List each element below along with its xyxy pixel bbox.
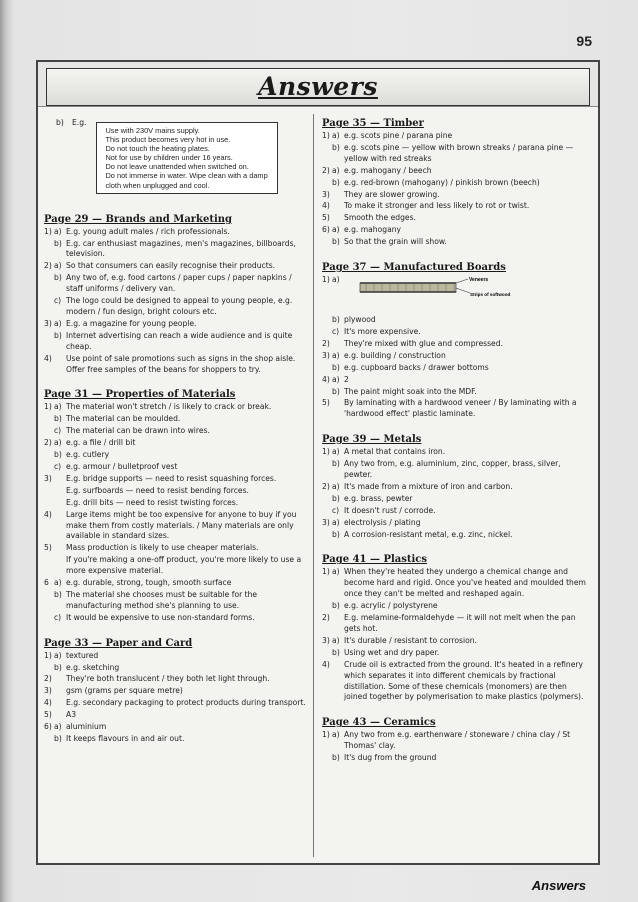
part-label bbox=[332, 201, 344, 212]
question-number: 1) bbox=[322, 275, 330, 285]
question-number: 2) bbox=[44, 674, 52, 684]
title-banner-box bbox=[46, 68, 590, 106]
question-number: 1) bbox=[44, 650, 52, 660]
answer-text: plywood bbox=[344, 315, 376, 325]
answer-row bbox=[322, 506, 588, 517]
answer-row bbox=[44, 555, 306, 577]
answer-section bbox=[44, 214, 306, 376]
question-number: 1) bbox=[322, 567, 330, 577]
question-number: 2) bbox=[322, 613, 330, 623]
answer-row bbox=[44, 734, 306, 745]
veneer-pointer bbox=[456, 279, 468, 283]
answer-row bbox=[322, 648, 588, 659]
answer-row bbox=[322, 387, 588, 398]
question-number bbox=[322, 494, 332, 505]
part-label bbox=[54, 354, 66, 376]
part-label: b) bbox=[332, 459, 340, 469]
question-number bbox=[322, 753, 332, 764]
part-label: a) bbox=[332, 131, 340, 140]
part-label: b) bbox=[54, 414, 62, 424]
question-number bbox=[322, 237, 332, 248]
question-number: 4) bbox=[44, 698, 52, 708]
answer-text: The logo could be designed to appeal to young people, e.g. modern / fun design, bright colours etc. bbox=[66, 296, 293, 316]
question-number bbox=[44, 734, 54, 745]
answer-text: If you're making a one-off product, you're more likely to use a more expensive material. bbox=[66, 555, 302, 576]
answer-row bbox=[322, 459, 588, 481]
part-label: a) bbox=[54, 226, 62, 236]
part-label bbox=[332, 339, 344, 350]
answer-row bbox=[322, 613, 588, 635]
question-number: 3) bbox=[322, 350, 330, 360]
answer-section bbox=[322, 717, 588, 764]
part-label: c) bbox=[54, 426, 62, 436]
answer-row bbox=[44, 710, 306, 721]
answer-text: The material can be moulded. bbox=[66, 414, 181, 424]
answer-row bbox=[322, 237, 588, 248]
part-label: c) bbox=[54, 296, 62, 306]
question-number: 3) bbox=[44, 473, 52, 483]
left-sections bbox=[44, 214, 306, 745]
answer-text: e.g. armour / bulletproof vest bbox=[66, 461, 178, 471]
question-number bbox=[44, 462, 54, 473]
answer-text: E.g. melamine-formaldehyde — it will not melt when the pan gets hot. bbox=[344, 613, 576, 633]
part-label: b) bbox=[332, 362, 340, 372]
answer-row bbox=[322, 482, 588, 493]
answer-text: e.g. scots pine — yellow with brown streaks / parana pine — yellow with red streaks bbox=[344, 142, 574, 163]
part-label bbox=[332, 660, 344, 704]
answer-text: It keeps flavours in and air out. bbox=[66, 734, 185, 743]
part-label: a) bbox=[54, 722, 62, 732]
answer-text: Use point of sale promotions such as signs in the shop aisle. Offer free samples of the beans for shoppers to try. bbox=[66, 353, 296, 374]
answer-row bbox=[322, 131, 588, 142]
answer-row bbox=[44, 426, 306, 437]
answer-row bbox=[44, 613, 306, 624]
part-label: a) bbox=[54, 261, 62, 271]
answer-row bbox=[44, 498, 306, 509]
question-number bbox=[322, 506, 332, 517]
answer-row bbox=[44, 239, 306, 261]
question-number: 3) bbox=[322, 635, 330, 645]
question-number: 4) bbox=[322, 374, 330, 384]
part-label: b) bbox=[332, 177, 340, 187]
answer-row bbox=[322, 518, 588, 529]
answer-section bbox=[44, 638, 306, 745]
question-number: 3) bbox=[322, 517, 330, 527]
answer-text: They're mixed with glue and compressed. bbox=[344, 338, 503, 348]
question-number bbox=[44, 331, 54, 353]
question-number bbox=[44, 613, 54, 624]
part-label: a) bbox=[332, 447, 340, 457]
question-number bbox=[322, 530, 332, 541]
answers-frame bbox=[36, 60, 600, 865]
answer-text: e.g. red-brown (mahogany) / pinkish brown (beech) bbox=[344, 177, 540, 187]
answer-text: E.g. car enthusiast magazines, men's magazines, billboards, television. bbox=[66, 238, 296, 259]
question-number: 1) bbox=[322, 730, 330, 740]
answer-row bbox=[44, 227, 306, 238]
answer-row bbox=[322, 636, 588, 647]
question-number bbox=[44, 555, 54, 577]
question-number bbox=[322, 601, 332, 612]
answer-text: e.g. scots pine / parana pine bbox=[344, 131, 453, 140]
question-number bbox=[322, 363, 332, 374]
warning-line: Do not touch the heating plates. bbox=[105, 144, 210, 154]
answer-row bbox=[322, 363, 588, 374]
part-label: a) bbox=[54, 318, 62, 328]
strips-label: Strips of softwood bbox=[470, 292, 511, 298]
section-title: Page 43 — Ceramics bbox=[322, 717, 436, 729]
answer-row bbox=[44, 273, 306, 295]
answer-text: Internet advertising can reach a wide audience and is quite cheap. bbox=[66, 330, 293, 351]
question-number bbox=[44, 486, 54, 497]
question-number bbox=[322, 327, 332, 338]
answer-text: textured bbox=[66, 650, 99, 660]
answer-row bbox=[322, 178, 588, 189]
part-label bbox=[54, 510, 66, 543]
section-title: Page 33 — Paper and Card bbox=[44, 637, 193, 649]
part-label: b) bbox=[54, 450, 62, 460]
question-number: 5) bbox=[44, 710, 52, 720]
top-item bbox=[44, 118, 306, 194]
answer-row bbox=[44, 414, 306, 425]
answer-text: e.g. sketching bbox=[66, 662, 120, 672]
question-number: 4) bbox=[44, 353, 52, 363]
part-label: b) bbox=[332, 493, 340, 503]
question-number bbox=[322, 315, 332, 326]
answer-row bbox=[322, 327, 588, 338]
answer-section bbox=[322, 434, 588, 540]
part-label: b) bbox=[332, 315, 340, 325]
answer-section bbox=[322, 118, 588, 248]
part-label: b) bbox=[332, 386, 340, 396]
warning-line: Use with 230V mains supply. bbox=[105, 126, 200, 135]
question-number bbox=[44, 498, 54, 509]
answer-row bbox=[44, 319, 306, 330]
answer-row bbox=[322, 201, 588, 212]
answer-text: Smooth the edges. bbox=[344, 213, 416, 223]
warning-line: Do not immerse in water. Wipe clean with a damp cloth when unplugged and cool. bbox=[105, 171, 268, 190]
part-label: a) bbox=[332, 635, 340, 645]
answer-text: Crude oil is extracted from the ground. It's heated in a refinery which separates it into different chemicals by fractional distillation. Some of these chemicals (monomers) are then joined together by polymerisation to make plastics (polymers). bbox=[344, 659, 584, 702]
answer-text: electrolysis / plating bbox=[344, 517, 421, 527]
answer-row bbox=[322, 339, 588, 350]
question-number bbox=[322, 143, 332, 165]
question-number bbox=[322, 648, 332, 659]
question-number: 1) bbox=[44, 402, 52, 412]
answer-text: It's dug from the ground bbox=[344, 753, 437, 763]
part-label: c) bbox=[54, 461, 62, 471]
part-label: a) bbox=[332, 517, 340, 527]
question-number: 5) bbox=[322, 398, 330, 408]
answer-row bbox=[44, 296, 306, 318]
answer-text: Any two from e.g. earthenware / stoneware / china clay / St Thomas' clay. bbox=[344, 730, 571, 751]
answer-section bbox=[322, 262, 588, 420]
answer-text: E.g. young adult males / rich professionals. bbox=[66, 226, 230, 236]
part-label: a) bbox=[54, 578, 62, 588]
part-label: c) bbox=[332, 505, 340, 515]
warning-line: Do not leave unattended when switched on. bbox=[105, 162, 249, 172]
section-title: Page 37 — Manufactured Boards bbox=[322, 262, 506, 274]
answer-text: The paint might soak into the MDF. bbox=[344, 386, 477, 396]
question-number bbox=[44, 426, 54, 437]
answer-text: They are slower growing. bbox=[344, 189, 440, 199]
answer-row bbox=[322, 567, 588, 600]
answer-text: aluminium bbox=[66, 722, 107, 732]
answer-text: gsm (grams per square metre) bbox=[66, 686, 183, 696]
answer-text: 2 bbox=[344, 374, 349, 384]
answer-row bbox=[322, 351, 588, 362]
warning-line: Not for use by children under 16 years. bbox=[105, 153, 233, 163]
answer-row bbox=[44, 510, 306, 543]
answer-text: By laminating with a hardwood veneer / By laminating with a 'hardwood effect' plastic laminate. bbox=[344, 398, 577, 419]
part-label bbox=[54, 674, 66, 685]
question-number bbox=[44, 239, 54, 261]
board-strips bbox=[360, 283, 456, 292]
answer-row bbox=[44, 722, 306, 733]
answer-text: It doesn't rust / corrode. bbox=[344, 505, 436, 515]
question-number: 3) bbox=[44, 318, 52, 328]
question-number bbox=[44, 273, 54, 295]
part-label bbox=[332, 190, 344, 201]
question-number bbox=[44, 414, 54, 425]
question-number: 6) bbox=[44, 722, 52, 732]
part-label: a) bbox=[332, 350, 340, 360]
part-label bbox=[54, 486, 66, 497]
question-number: 4) bbox=[322, 201, 330, 211]
section-title: Page 31 — Properties of Materials bbox=[44, 389, 236, 401]
part-label: a) bbox=[54, 438, 62, 448]
question-number: 1) bbox=[322, 447, 330, 457]
answer-row bbox=[44, 450, 306, 461]
question-number: 6) bbox=[322, 225, 330, 235]
answer-row bbox=[322, 730, 588, 752]
answer-text: Any two from, e.g. aluminium, zinc, copper, brass, silver, pewter. bbox=[344, 459, 561, 480]
part-label bbox=[54, 543, 66, 554]
question-number: 3) bbox=[322, 189, 330, 199]
answer-text: Large items might be too expensive for anyone to buy if you make them from costly materials. / Many materials are only available in standard sizes. bbox=[66, 509, 297, 541]
answer-text: Using wet and dry paper. bbox=[344, 647, 440, 657]
answer-text: e.g. brass, pewter bbox=[344, 493, 413, 503]
answer-text: So that the grain will show. bbox=[344, 237, 447, 247]
answer-row bbox=[322, 601, 588, 612]
part-label bbox=[332, 398, 344, 420]
section-title: Page 29 — Brands and Marketing bbox=[44, 213, 233, 225]
part-label bbox=[54, 498, 66, 509]
answer-text: Mass production is likely to use cheaper materials. bbox=[66, 543, 259, 553]
answer-text: It's more expensive. bbox=[344, 326, 421, 336]
answer-text: A corrosion-resistant metal, e.g. zinc, nickel. bbox=[344, 529, 513, 539]
answer-row bbox=[322, 190, 588, 201]
answer-text: Any two of, e.g. food cartons / paper cups / paper napkins / staff uniforms / delivery van. bbox=[66, 273, 292, 294]
question-number bbox=[322, 178, 332, 189]
right-sections bbox=[322, 118, 588, 764]
answer-section bbox=[322, 554, 588, 703]
part-label: a) bbox=[54, 650, 62, 660]
answer-row bbox=[44, 462, 306, 473]
answer-row bbox=[44, 474, 306, 485]
question-number: 4) bbox=[44, 509, 52, 519]
part-label bbox=[332, 613, 344, 635]
part-label: b) bbox=[332, 601, 340, 611]
section-title: Page 35 — Timber bbox=[322, 118, 424, 129]
answer-text: It's durable / resistant to corrosion. bbox=[344, 635, 477, 645]
part-label bbox=[54, 555, 66, 577]
answer-text: The material can be drawn into wires. bbox=[66, 426, 210, 436]
section-title: Page 39 — Metals bbox=[322, 434, 422, 446]
question-number bbox=[322, 459, 332, 481]
answer-row bbox=[322, 398, 588, 420]
question-number bbox=[322, 387, 332, 398]
answer-row bbox=[322, 225, 588, 236]
answer-text: It's made from a mixture of iron and carbon. bbox=[344, 481, 513, 491]
question-number: 2) bbox=[322, 481, 330, 491]
answer-text: e.g. acrylic / polystyrene bbox=[344, 601, 438, 611]
question-number bbox=[44, 663, 54, 674]
question-number: 5) bbox=[322, 213, 330, 223]
answer-row bbox=[44, 438, 306, 449]
answer-text: E.g. drill bits — need to resist twisting forces. bbox=[66, 497, 239, 507]
question-number bbox=[44, 296, 54, 318]
part-label bbox=[54, 686, 66, 697]
answer-row bbox=[322, 143, 588, 165]
part-label: a) bbox=[332, 374, 340, 384]
part-label: b) bbox=[332, 753, 340, 763]
answer-section bbox=[44, 389, 306, 623]
part-label: a) bbox=[332, 567, 340, 577]
question-number: 1) bbox=[322, 131, 330, 140]
answer-row bbox=[44, 331, 306, 353]
question-number: 4) bbox=[322, 659, 330, 669]
question-number bbox=[44, 450, 54, 461]
page-title: Answers bbox=[258, 72, 378, 101]
answer-text: e.g. durable, strong, tough, smooth surface bbox=[66, 578, 232, 588]
part-label bbox=[54, 474, 66, 485]
answer-text: The material she chooses must be suitable for the manufacturing method she's planning to use. bbox=[66, 589, 258, 610]
part-label: b) bbox=[54, 273, 62, 283]
part-label bbox=[54, 698, 66, 709]
answer-row bbox=[322, 494, 588, 505]
right-column bbox=[322, 118, 588, 778]
part-label: a) bbox=[54, 402, 62, 412]
answer-text: e.g. building / construction bbox=[344, 350, 446, 360]
part-label: b) bbox=[332, 647, 340, 657]
part-label: b) bbox=[54, 734, 62, 743]
answer-row bbox=[44, 354, 306, 376]
answer-text: It would be expensive to use non-standard forms. bbox=[66, 612, 255, 622]
page-number: 95 bbox=[576, 33, 592, 49]
answer-text: E.g. a magazine for young people. bbox=[66, 318, 197, 328]
part-label: b) bbox=[332, 237, 340, 247]
answer-row bbox=[44, 686, 306, 697]
answer-text: e.g. cutlery bbox=[66, 450, 110, 460]
answer-text: e.g. a file / drill bit bbox=[66, 438, 136, 448]
answer-row bbox=[322, 375, 588, 386]
answer-row bbox=[322, 213, 588, 224]
part-label: c) bbox=[332, 326, 340, 336]
warning-line: This product becomes very hot in use. bbox=[105, 135, 231, 145]
answer-text: To make it stronger and less likely to rot or twist. bbox=[344, 201, 530, 211]
question-number: 2) bbox=[322, 165, 330, 175]
answer-row bbox=[322, 530, 588, 541]
answer-row bbox=[44, 578, 306, 589]
part-label: c) bbox=[54, 612, 62, 622]
answer-row bbox=[322, 315, 588, 326]
part-label: a) bbox=[332, 481, 340, 491]
question-number: 2) bbox=[44, 438, 52, 448]
answer-text: When they're heated they undergo a chemical change and become hard and rigid. Once you've heated and moulded them once they can't be melted and reshaped again. bbox=[344, 567, 586, 599]
answer-row bbox=[322, 660, 588, 704]
answer-text: So that consumers can easily recognise their products. bbox=[66, 261, 276, 271]
answer-text: E.g. secondary packaging to protect products during transport. bbox=[66, 698, 306, 708]
strips-pointer bbox=[456, 288, 470, 293]
answer-row bbox=[44, 486, 306, 497]
answer-text: e.g. mahogany bbox=[344, 225, 402, 235]
answer-row bbox=[44, 698, 306, 709]
answer-row bbox=[322, 753, 588, 764]
veneer-label: Veneers bbox=[469, 277, 489, 284]
part-label: a) bbox=[332, 730, 340, 740]
answer-text: They're both translucent / they both let light through. bbox=[66, 674, 270, 684]
blockboard-diagram bbox=[358, 275, 511, 307]
part-label: b) bbox=[54, 662, 62, 672]
question-number: 6 bbox=[44, 578, 49, 588]
question-number: 2) bbox=[44, 261, 52, 271]
answer-text: The material won't stretch / is likely to crack or break. bbox=[66, 402, 272, 412]
part-label: a) bbox=[332, 225, 340, 235]
part-label: b) bbox=[54, 238, 62, 248]
answer-row bbox=[44, 261, 306, 272]
left-column bbox=[44, 118, 306, 759]
answer-text: e.g. mahogany / beech bbox=[344, 165, 432, 175]
answer-row bbox=[44, 651, 306, 662]
answer-row bbox=[44, 402, 306, 413]
part-label: a) bbox=[332, 275, 340, 285]
warning-label-box bbox=[96, 122, 278, 194]
part-label: b) bbox=[332, 529, 340, 539]
answer-row bbox=[44, 663, 306, 674]
answer-text: A3 bbox=[66, 710, 77, 720]
column-divider bbox=[313, 114, 314, 857]
answer-text: E.g. bridge supports — need to resist squashing forces. bbox=[66, 473, 277, 483]
question-number: 3) bbox=[44, 686, 52, 696]
answer-text: A metal that contains iron. bbox=[344, 447, 446, 457]
answer-row bbox=[44, 674, 306, 685]
part-label bbox=[54, 710, 66, 721]
part-label bbox=[332, 213, 344, 224]
part-label: b) bbox=[332, 142, 340, 152]
part-label: b) bbox=[54, 589, 62, 599]
question-number: 2) bbox=[322, 338, 330, 348]
answer-text: E.g. surfboards — need to resist bending forces. bbox=[66, 485, 249, 495]
item-label: b) bbox=[56, 118, 64, 127]
answer-row bbox=[44, 543, 306, 554]
answer-text: e.g. cupboard backs / drawer bottoms bbox=[344, 362, 489, 372]
section-title: Page 41 — Plastics bbox=[322, 554, 428, 566]
answer-row bbox=[322, 447, 588, 458]
question-number: 1) bbox=[44, 226, 52, 236]
answer-row bbox=[44, 590, 306, 612]
veneer-diagram-row bbox=[322, 275, 588, 307]
footer-title: Answers bbox=[531, 878, 586, 893]
title-banner bbox=[38, 62, 598, 107]
question-number bbox=[44, 590, 54, 612]
part-label: a) bbox=[332, 165, 340, 175]
part-label: b) bbox=[54, 330, 62, 340]
question-number: 5) bbox=[44, 543, 52, 553]
item-text: E.g. bbox=[72, 118, 87, 127]
answer-row bbox=[322, 166, 588, 177]
